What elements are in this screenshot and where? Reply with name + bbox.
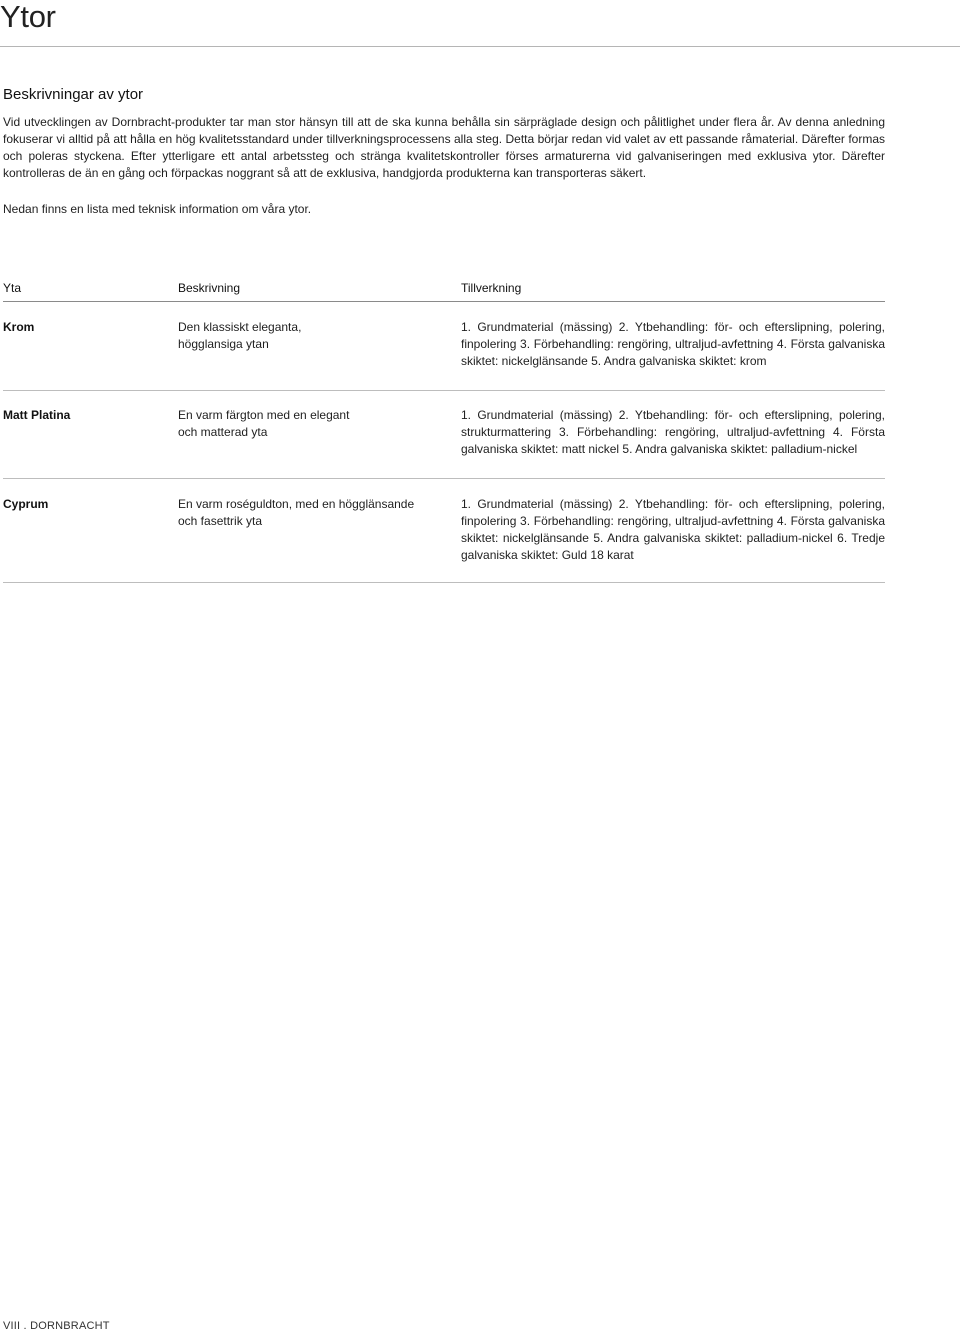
surface-name: Krom — [3, 320, 35, 334]
surface-manufacturing: 1. Grundmaterial (mässing) 2. Ytbehandling: för- och efterslipning, polering, finpolering 3. Förbehandling: rengöring, ultraljud-avfettning 4. Första galvaniska skiktet: nickelglänsande 5. Andra galvaniska skiktet: palladium-nickel 6. Tredje galvaniska skiktet: Guld 18 karat — [461, 497, 885, 562]
title-divider — [0, 46, 960, 47]
header-divider — [3, 301, 885, 302]
surface-description: En varm färgton med en elegant och matterad yta — [178, 408, 350, 439]
intro-paragraph: Vid utvecklingen av Dornbracht-produkter tar man stor hänsyn till att de ska kunna behålla sin särpräglade design och pålitlighet under flera år. Av denna anledning fokuserar vi alltid på att hålla en hög kvalitetsstandard under tillverkningsprocessens alla steg. Detta börjar redan vid valet av ett passande råmaterial. Därefter formas och poleras styckena. Efter ytterligare ett antal arbetssteg och stränga kvalitetskontroller förses armaturerna vid galvaniseringen med exklusiva ytor. Därefter kontrolleras de än en gång och förpackas noggrant så att de exklusiva, handgjorda produkterna kan transporteras säkert. — [3, 115, 885, 180]
column-header-beskrivning: Beskrivning — [178, 281, 241, 295]
column-header-tillverkning: Tillverkning — [461, 281, 522, 295]
section-heading: Beskrivningar av ytor — [3, 86, 144, 103]
row-divider — [3, 478, 885, 479]
surface-manufacturing: 1. Grundmaterial (mässing) 2. Ytbehandling: för- och efterslipning, polering, finpolering 3. Förbehandling: rengöring, ultraljud-avfettning 4. Första galvaniska skiktet: nickelglänsande 5. Andra galvaniska skiktet: krom — [461, 320, 885, 368]
surface-description: Den klassiskt eleganta, högglansiga ytan — [178, 320, 302, 351]
intro-note: Nedan finns en lista med teknisk information om våra ytor. — [3, 202, 312, 216]
surface-description: En varm roséguldton, med en högglänsande och fasettrik yta — [178, 497, 415, 528]
row-divider — [3, 582, 885, 583]
row-divider — [3, 390, 885, 391]
page-title: Ytor — [0, 0, 56, 34]
page-footer: VIII . DORNBRACHT — [3, 1320, 110, 1332]
column-header-yta: Yta — [3, 281, 22, 295]
surface-name: Matt Platina — [3, 408, 71, 422]
surface-name: Cyprum — [3, 497, 49, 511]
surface-manufacturing: 1. Grundmaterial (mässing) 2. Ytbehandling: för- och efterslipning, polering, strukturmattering 3. Förbehandling: rengöring, ultraljud-avfettning 4. Första galvaniska skiktet: matt nickel 5. Andra galvaniska skiktet: palladium-nickel — [461, 408, 885, 456]
